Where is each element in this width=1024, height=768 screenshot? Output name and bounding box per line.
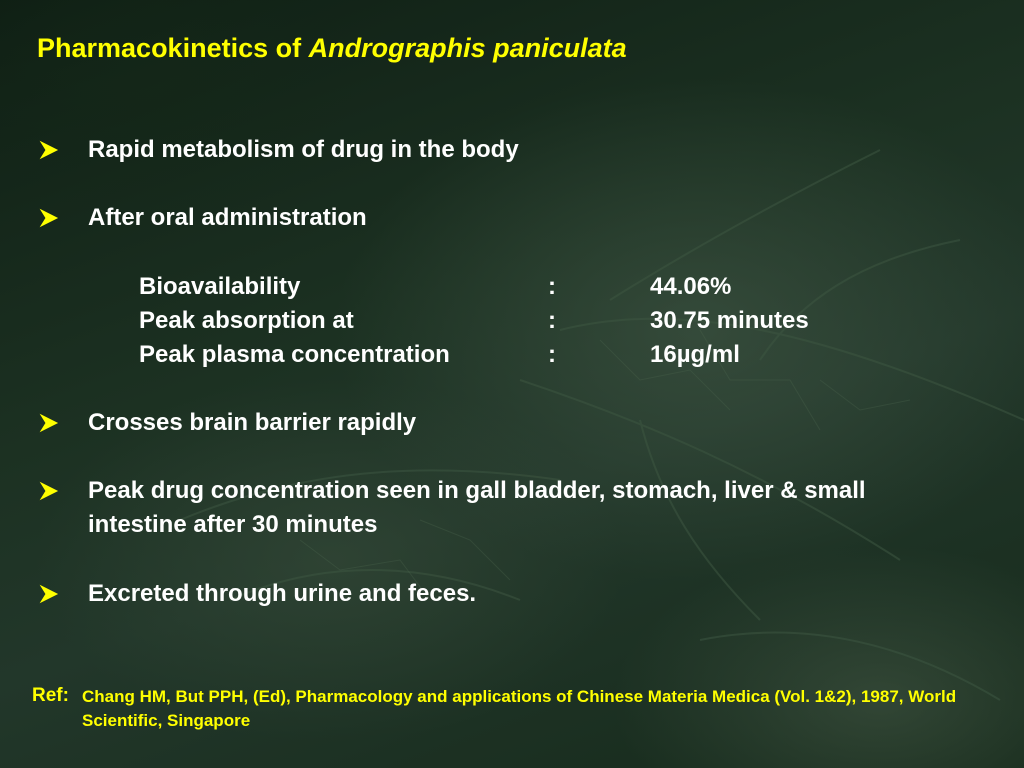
arrow-bullet-icon (38, 577, 62, 611)
pk-colon: : (548, 273, 556, 300)
reference-label: Ref: (32, 685, 69, 706)
title-prefix: Pharmacokinetics of (37, 33, 309, 63)
title-species-name: Andrographis paniculata (308, 33, 627, 63)
bullet-text: Excreted through urine and feces. (88, 580, 477, 607)
pk-value: 30.75 minutes (650, 307, 809, 334)
bullet-text: After oral administration (88, 204, 367, 231)
pk-label: Bioavailability (139, 273, 301, 300)
arrow-bullet-icon (38, 474, 62, 508)
bullet-text: Rapid metabolism of drug in the body (88, 136, 519, 163)
pk-colon: : (548, 307, 556, 334)
pk-value: 16µg/ml (650, 341, 740, 368)
pk-label: Peak plasma concentration (139, 341, 450, 368)
arrow-bullet-icon (38, 201, 62, 235)
bullet-text: Crosses brain barrier rapidly (88, 409, 417, 436)
arrow-bullet-icon (38, 406, 62, 440)
slide-title (37, 33, 627, 64)
pk-colon: : (548, 341, 556, 368)
reference-text: Chang HM, But PPH, (Ed), Pharmacology and applications of Chinese Materia Medica (Vol. 1&2), 1987, World Scientific, Singapore (82, 687, 957, 730)
pk-label: Peak absorption at (139, 307, 354, 334)
bullet-text: Peak drug concentration seen in gall bladder, stomach, liver & small intestine after 30 minutes (88, 477, 866, 538)
arrow-bullet-icon (38, 133, 62, 167)
pk-value: 44.06% (650, 273, 732, 300)
